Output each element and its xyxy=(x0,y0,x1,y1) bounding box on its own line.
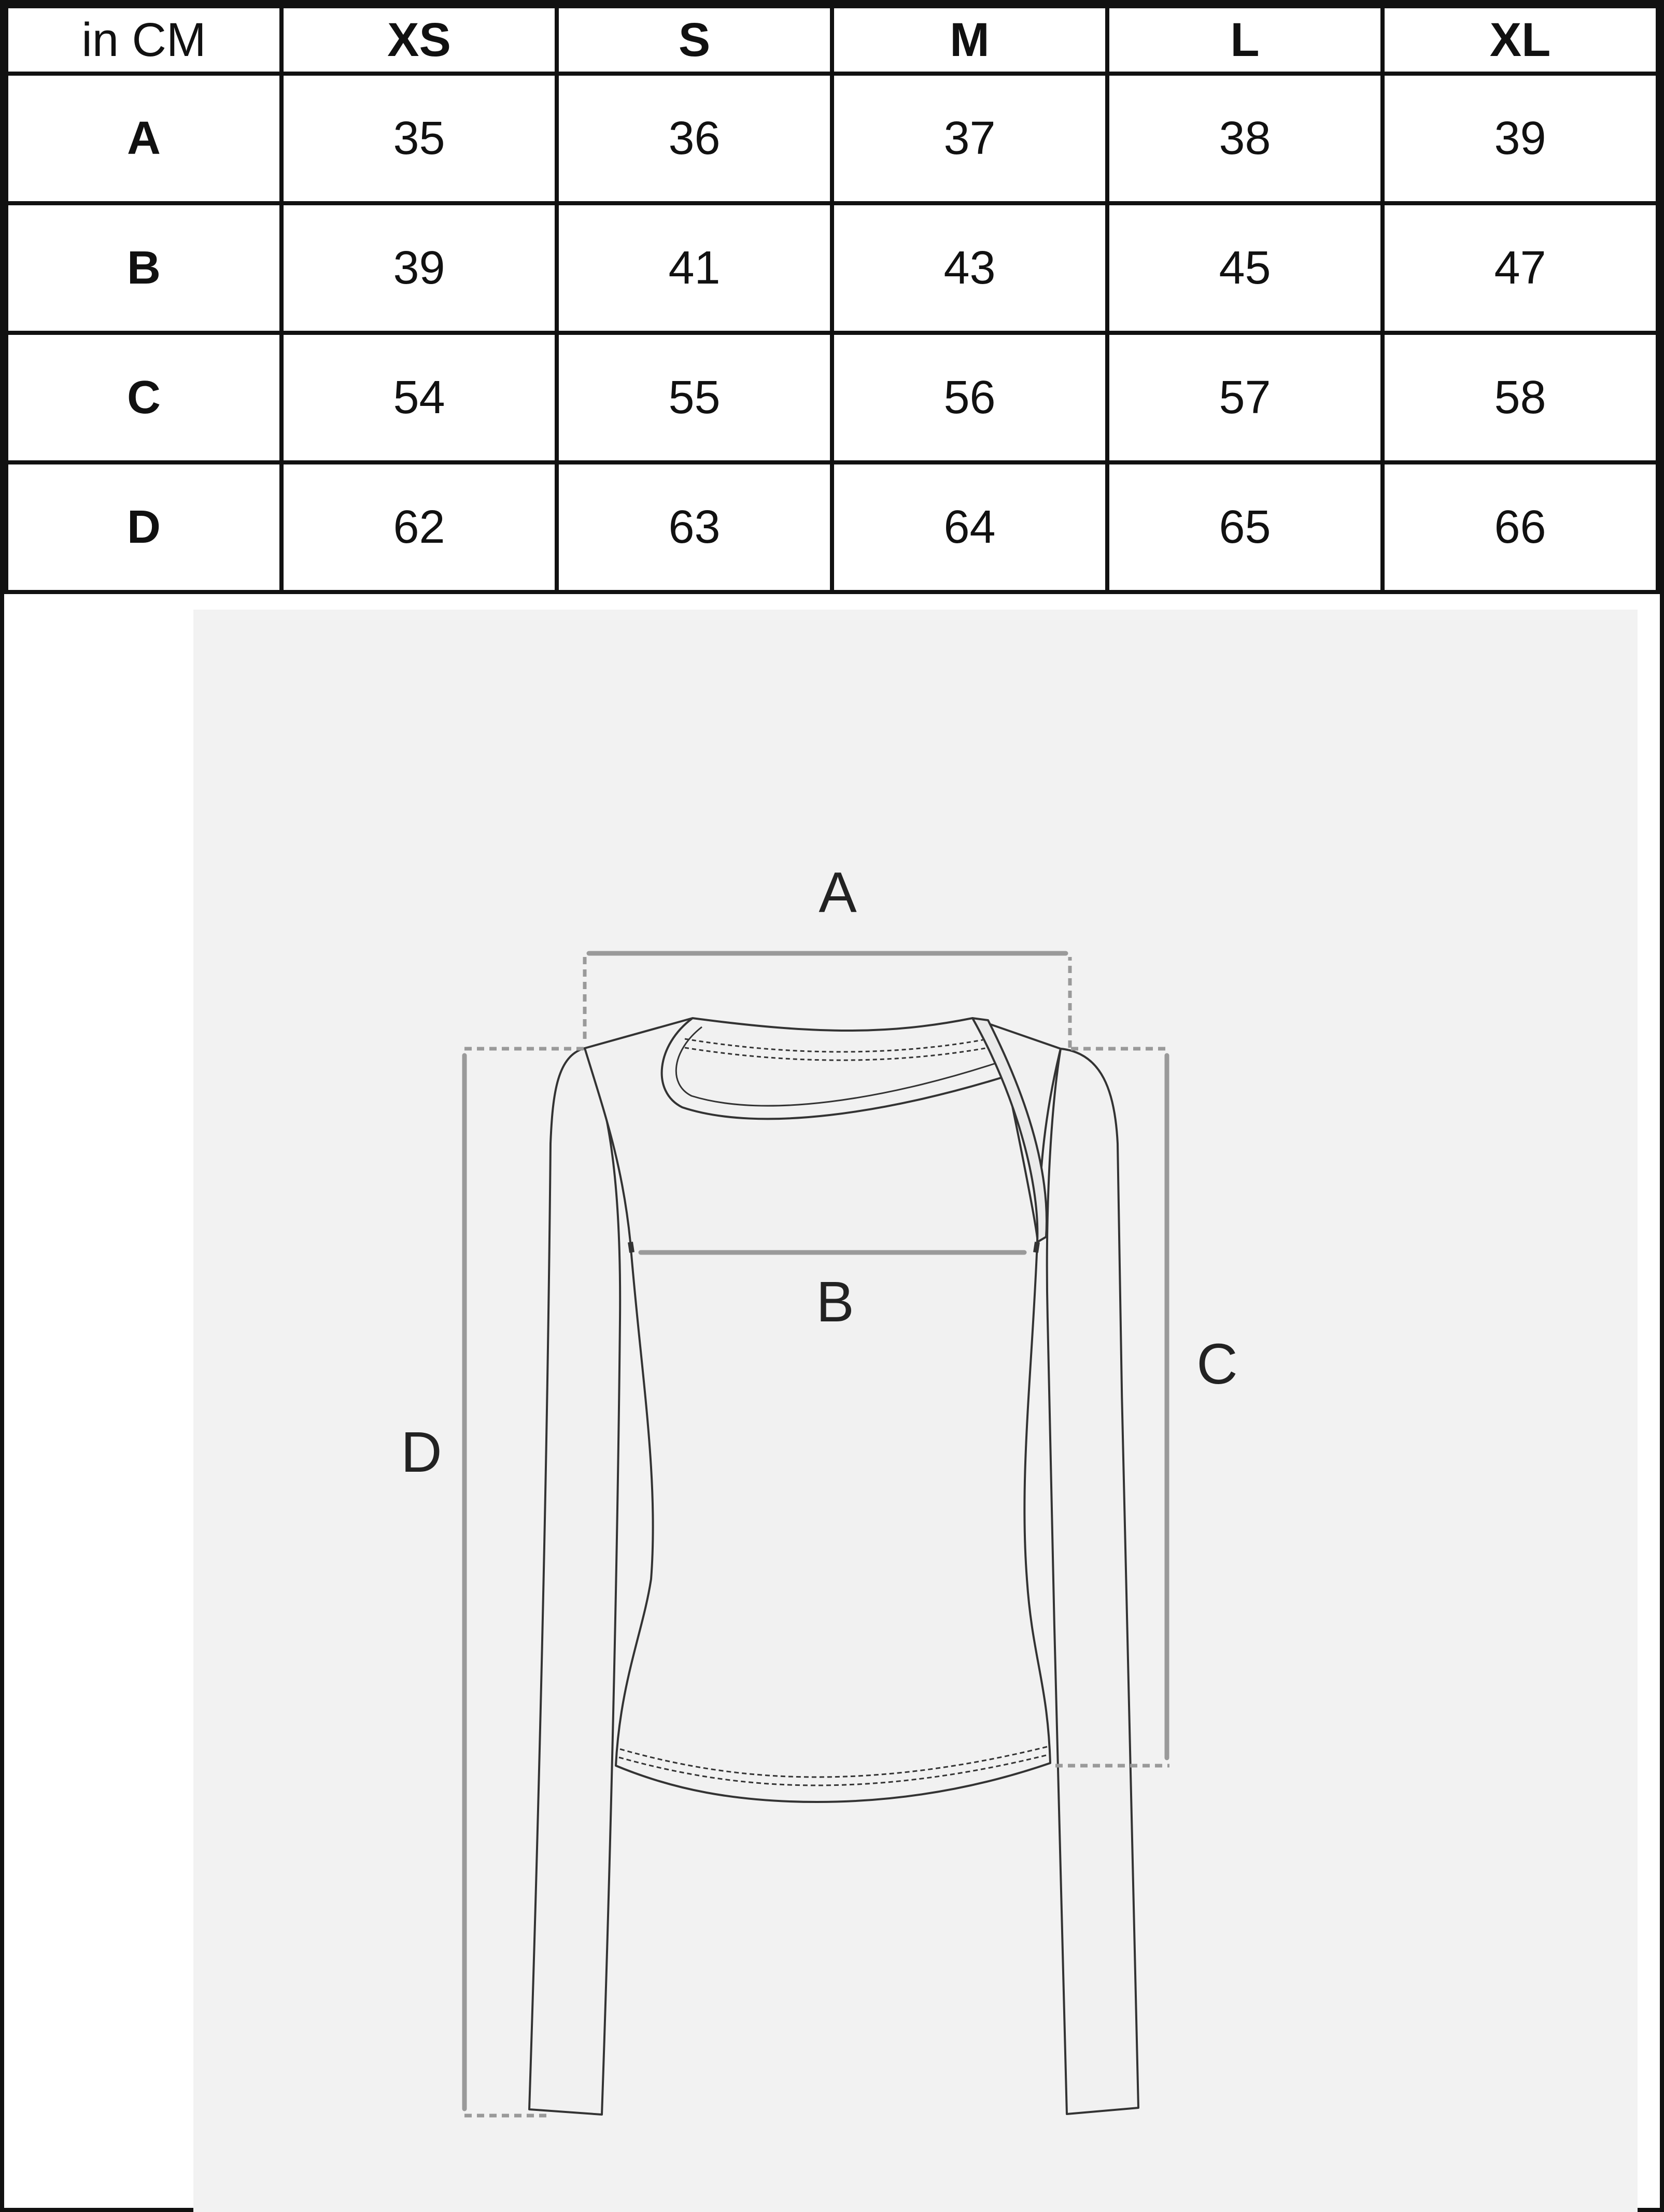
table-row xyxy=(6,203,1658,333)
size-header-l: L xyxy=(1107,6,1383,74)
table-cell: 39 xyxy=(1383,74,1658,203)
label-b: B xyxy=(816,1270,854,1334)
table-cell: 63 xyxy=(557,462,832,592)
garment-body xyxy=(585,1018,1061,1802)
armhole-seam xyxy=(1036,1242,1037,1252)
table-row xyxy=(6,74,1658,203)
label-a: A xyxy=(819,861,857,924)
table-cell: 65 xyxy=(1107,462,1383,592)
label-d: D xyxy=(401,1420,442,1484)
unit-label: in CM xyxy=(6,6,281,74)
table-cell: 54 xyxy=(281,333,557,462)
size-header-row xyxy=(6,6,1658,74)
row-label-c: C xyxy=(6,333,281,462)
size-header-xl: XL xyxy=(1383,6,1658,74)
label-c: C xyxy=(1196,1332,1238,1396)
measurement-diagram xyxy=(8,594,1664,2212)
table-cell: 35 xyxy=(281,74,557,203)
table-cell: 56 xyxy=(832,333,1107,462)
size-header-m: M xyxy=(832,6,1107,74)
table-cell: 64 xyxy=(832,462,1107,592)
table-cell: 39 xyxy=(281,203,557,333)
table-cell: 47 xyxy=(1383,203,1658,333)
table-cell: 36 xyxy=(557,74,832,203)
table-cell: 43 xyxy=(832,203,1107,333)
table-cell: 62 xyxy=(281,462,557,592)
table-cell: 57 xyxy=(1107,333,1383,462)
table-row xyxy=(6,462,1658,592)
row-label-d: D xyxy=(6,462,281,592)
table-cell: 66 xyxy=(1383,462,1658,592)
size-header-s: S xyxy=(557,6,832,74)
table-row xyxy=(6,333,1658,462)
table-cell: 37 xyxy=(832,74,1107,203)
size-header-xs: XS xyxy=(281,6,557,74)
table-cell: 55 xyxy=(557,333,832,462)
table-cell: 58 xyxy=(1383,333,1658,462)
table-cell: 45 xyxy=(1107,203,1383,333)
armhole-seam xyxy=(630,1242,632,1252)
row-label-a: A xyxy=(6,74,281,203)
table-cell: 38 xyxy=(1107,74,1383,203)
table-cell: 41 xyxy=(557,203,832,333)
row-label-b: B xyxy=(6,203,281,333)
size-table xyxy=(4,4,1660,594)
